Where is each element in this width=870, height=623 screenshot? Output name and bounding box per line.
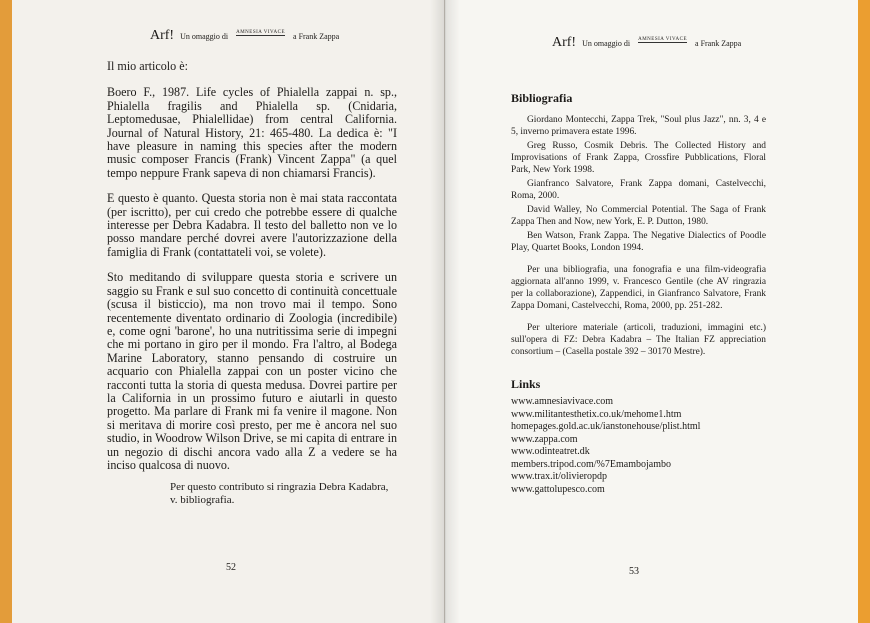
page-number-right: 53 <box>629 566 639 577</box>
thanks-line-1: Per questo contributo si ringrazia Debra Kadabra, <box>170 481 389 493</box>
left-running-header <box>150 28 339 44</box>
link-item[interactable]: homepages.gold.ac.uk/ianstonehouse/plist.html <box>511 421 701 432</box>
link-item[interactable]: www.zappa.com <box>511 433 578 445</box>
bibliography-entry: Ben Watson, Frank Zappa. The Negative Dialectics of Poodle Play, Quartet Books, London 1994. <box>511 231 766 253</box>
bibliography-note-2: Per ulteriore materiale (articoli, traduzioni, immagini etc.) sull'opera di FZ: Debra Kadabra – The Italian FZ appreciation consortium – (Casella postale 392 – 30170 Mestre). <box>511 323 766 357</box>
bibliography-entry: Giordano Montecchi, Zappa Trek, "Soul plus Jazz", nn. 3, 4 e 5, inverno primavera estate 1996. <box>511 115 766 137</box>
header-arf: Arf! <box>150 28 175 43</box>
article-intro: Il mio articolo è: <box>107 59 188 73</box>
bibliography-title: Bibliografia <box>511 91 573 105</box>
page-edge-right <box>858 0 870 623</box>
left-body-text <box>107 60 397 484</box>
amnesia-vivace-logo: AMNESIA VIVACE <box>236 30 286 35</box>
paragraph-meditation: Sto meditando di sviluppare questa storia e scrivere un saggio su Frank e sul suo concetto di continuità concettuale (scusa il bisticcio), ma non trovo mai il tempo. Sono recentemente diventato ordinario di Zoologia (incredibile) e, come ogni 'barone', ho una nutritissima serie di impegni che mi portano in giro per il mondo. Fra l'altro, al Bodega Marine Laboratory, stanno pensando di costruire un acquario con Phialella zappai con un poster vicino che racconti tutta la storia di questa medusa. Dovrei partire per la California in un prossimo futuro e aiutarli in questo progetto. Ma parlare di Frank mi fa venire il magone. Non si meritava di morire così presto, per me è ancora nel suo studio, in Woodrow Wilson Drive, se mi capita di entrare in un negozio di dischi ancora vado alla Z a vedere se ha inciso qualcosa di nuovo. <box>107 270 397 472</box>
thanks-note <box>170 481 390 507</box>
amnesia-vivace-logo: AMNESIA VIVACE <box>638 37 688 42</box>
bibliography-entry: David Walley, No Commercial Potential. The Saga of Frank Zappa Then and Now, new York, E. P. Dutton, 1980. <box>511 205 766 227</box>
header-text-after: a Frank Zappa <box>293 32 340 41</box>
link-item[interactable]: www.trax.it/olivieropdp <box>511 471 608 482</box>
paragraph-story: E questo è quanto. Questa storia non è mai stata raccontata (per iscritto), per cui credo che potrebbe essere di qualche interesse per Debra Kadabra. Il testo del balletto non ve lo posso mandare perché dovrei avere l'autorizzazione della famiglia di Frank (contattateli voi, se volete). <box>107 191 397 259</box>
header-text-before: Un omaggio di <box>180 32 229 41</box>
bibliography-note-1: Per una bibliografia, una fonografia e una film-videografia aggiornata all'anno 1999, v. Francesco Gentile (che AV ringrazia per la collaborazione), Zappendici, in Gianfranco Salvatore, Frank Zappa Domani, Castelvecchi, Roma, 2000, pp. 251-282. <box>511 265 766 311</box>
right-running-header <box>552 35 741 51</box>
links-list <box>511 396 766 496</box>
page-number-left: 52 <box>226 562 236 573</box>
thanks-line-2: v. bibliografia. <box>170 494 235 506</box>
link-item[interactable]: members.tripod.com/%7Emambojambo <box>511 458 671 470</box>
link-item[interactable]: www.amnesiavivace.com <box>511 396 614 407</box>
bibliography-entry: Gianfranco Salvatore, Frank Zappa domani, Castelvecchi, Roma, 2000. <box>511 179 766 201</box>
link-item[interactable]: www.militantesthetix.co.uk/mehome1.htm <box>511 408 682 420</box>
link-item[interactable]: www.gattolupesco.com <box>511 483 605 495</box>
header-text-after: a Frank Zappa <box>695 39 742 48</box>
paragraph-citation: Boero F., 1987. Life cycles of Phialella zappai n. sp., Phialella fragilis and Phialella sp. (Cnidaria, Leptomedusae, Phialellidae) from central California. Journal of Natural History, 21: 465-480. La dedica è: "I have pleasure in naming this species after the modern music composer Francis (Frank) Vincent Zappa" (a quel tempo neppure Frank sapeva di non chiamarsi Francis). <box>107 85 397 180</box>
book-gutter <box>430 0 460 623</box>
header-text-before: Un omaggio di <box>582 39 631 48</box>
bibliography-entry: Greg Russo, Cosmik Debris. The Collected History and Improvisations of Frank Zappa, Crossfire Pubblications, Floral Park, New York 1998. <box>511 141 766 175</box>
right-body-text <box>511 92 766 496</box>
header-arf: Arf! <box>552 35 577 50</box>
page-edge-left <box>0 0 12 623</box>
links-title: Links <box>511 377 541 391</box>
link-item[interactable]: www.odinteatret.dk <box>511 446 590 457</box>
